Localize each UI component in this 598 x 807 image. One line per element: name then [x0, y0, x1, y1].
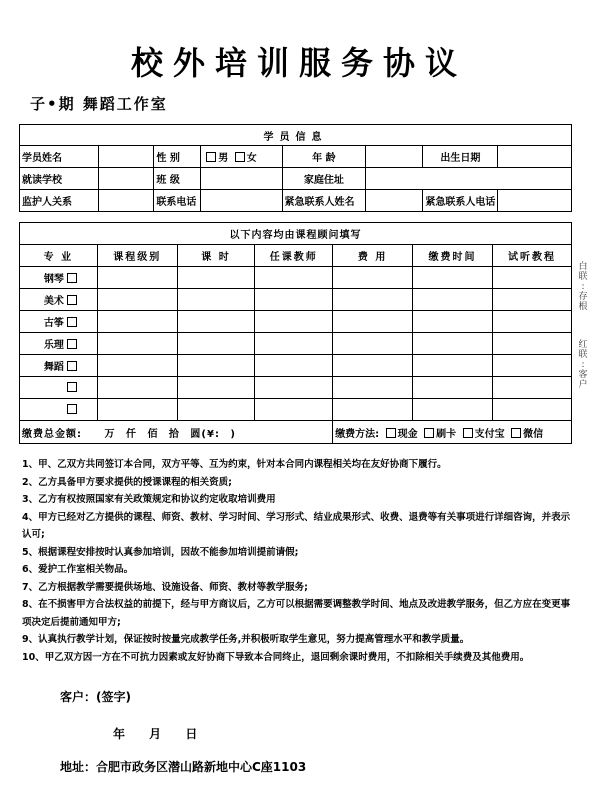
term-item: 8、在不损害甲方合法权益的前提下，经与甲方商议后，乙方可以根据需要调整教学时间、地点及改进教学服务，但乙方应在变更事项决定后提前通知甲方; [22, 599, 571, 628]
total-amount-label: 缴费总金额: [22, 428, 82, 440]
course-cell[interactable] [97, 289, 177, 311]
major-label: 古筝 [43, 318, 64, 329]
major-checkbox[interactable] [67, 295, 77, 305]
course-cell[interactable] [413, 333, 493, 355]
major-cell[interactable] [20, 399, 98, 421]
course-row [20, 267, 572, 289]
copy-note [576, 262, 590, 390]
wechat-label: 微信 [523, 428, 544, 440]
column-header: 试听教程 [493, 245, 572, 267]
major-label: 美术 [43, 296, 64, 307]
cash-label: 现金 [397, 428, 418, 440]
course-cell[interactable] [413, 355, 493, 377]
course-cell[interactable] [97, 311, 177, 333]
course-cell[interactable] [97, 333, 177, 355]
address-line: 地址：合肥市政务区潜山路新地中心C座1103 [60, 760, 307, 774]
course-cell[interactable] [493, 355, 572, 377]
alipay-label: 支付宝 [474, 428, 505, 440]
course-cell[interactable] [255, 377, 333, 399]
course-cell[interactable] [493, 377, 572, 399]
term-item: 4、甲方已经对乙方提供的课程、师资、教材、学习时间、学习形式、结业成果形式、收费、退费等有关事项进行详细咨询，并表示认可; [22, 511, 571, 540]
major-checkbox[interactable] [67, 382, 77, 392]
guardian-label: 监护人关系 [20, 190, 99, 212]
course-cell[interactable] [333, 311, 413, 333]
major-label: 钢琴 [43, 274, 64, 285]
female-checkbox[interactable] [235, 152, 245, 162]
major-cell[interactable] [20, 333, 98, 355]
course-cell[interactable] [255, 311, 333, 333]
course-cell[interactable] [255, 355, 333, 377]
major-label: 乐理 [43, 340, 64, 351]
birth-date-field[interactable] [498, 146, 572, 168]
major-checkbox[interactable] [67, 317, 77, 327]
age-field[interactable] [366, 146, 423, 168]
birth-date-label: 出生日期 [423, 146, 498, 168]
course-row [20, 355, 572, 377]
class-field[interactable] [201, 168, 282, 190]
term-item: 3、乙方有权按照国家有关政策规定和协议约定收取培训费用 [22, 494, 276, 505]
course-cell[interactable] [177, 355, 255, 377]
course-cell[interactable] [97, 399, 177, 421]
course-header: 以下内容均由课程顾问填写 [20, 223, 572, 245]
course-cell[interactable] [493, 333, 572, 355]
term-item: 9、认真执行教学计划，保证按时按量完成教学任务,并积极听取学生意见，努力提高管理水平和教学质量。 [22, 634, 470, 645]
address-label: 家庭住址 [282, 168, 366, 190]
course-cell[interactable] [177, 289, 255, 311]
term-item: 6、爱护工作室相关物品。 [22, 564, 134, 575]
course-cell[interactable] [255, 333, 333, 355]
female-label: 女 [246, 153, 257, 164]
term-item: 10、甲乙双方因一方在不可抗力因素或友好协商下导致本合同终止，退回剩余课时费用，不扣除相关手续费及其他费用。 [22, 651, 530, 663]
course-cell[interactable] [255, 399, 333, 421]
course-cell[interactable] [177, 267, 255, 289]
emergency-name-label: 紧急联系人姓名 [282, 190, 366, 212]
card-label: 刷卡 [436, 428, 457, 440]
male-checkbox[interactable] [206, 152, 216, 162]
phone-label: 联系电话 [154, 190, 201, 212]
class-label: 班 级 [154, 168, 201, 190]
course-row [20, 289, 572, 311]
column-header: 专 业 [20, 245, 98, 267]
course-cell[interactable] [333, 267, 413, 289]
gender-field[interactable] [201, 146, 282, 168]
course-table [19, 222, 572, 444]
course-cell[interactable] [255, 289, 333, 311]
student-name-field[interactable] [99, 146, 154, 168]
signature-date: 年 月 日 [113, 727, 198, 741]
student-name-label: 学员姓名 [20, 146, 99, 168]
document-title: 校外培训服务协议 [130, 44, 467, 82]
term-item: 5、根据课程安排按时认真参加培训，因故不能参加培训提前请假; [22, 546, 299, 558]
age-label: 年 龄 [282, 146, 366, 168]
red-copy-note: 红 联 : 客 户 [578, 340, 588, 390]
course-row [20, 333, 572, 355]
cash-checkbox[interactable] [386, 428, 396, 438]
student-info-table [19, 124, 572, 212]
course-cell[interactable] [413, 399, 493, 421]
course-cell[interactable] [97, 355, 177, 377]
column-header: 费 用 [333, 245, 413, 267]
major-cell[interactable] [20, 377, 98, 399]
course-row [20, 377, 572, 399]
course-cell[interactable] [177, 377, 255, 399]
guardian-field[interactable] [99, 190, 154, 212]
alipay-checkbox[interactable] [463, 428, 473, 438]
course-cell[interactable] [493, 289, 572, 311]
emergency-name-field[interactable] [366, 190, 423, 212]
major-label: 舞蹈 [43, 362, 64, 373]
column-header: 课 时 [177, 245, 255, 267]
student-info-header: 学员信息 [20, 125, 572, 146]
emergency-phone-field[interactable] [498, 190, 572, 212]
course-cell[interactable] [333, 289, 413, 311]
column-header: 课程级别 [97, 245, 177, 267]
course-cell[interactable] [333, 399, 413, 421]
column-header: 缴费时间 [413, 245, 493, 267]
course-cell[interactable] [177, 399, 255, 421]
major-cell[interactable] [20, 267, 98, 289]
major-checkbox[interactable] [67, 273, 77, 283]
column-header: 任课教师 [255, 245, 333, 267]
major-checkbox[interactable] [67, 361, 77, 371]
term-item: 7、乙方根据教学需要提供场地、设施设备、师资、教材等教学服务; [22, 581, 308, 593]
course-cell[interactable] [333, 333, 413, 355]
phone-field[interactable] [201, 190, 282, 212]
course-cell[interactable] [333, 377, 413, 399]
course-row [20, 311, 572, 333]
course-cell[interactable] [413, 289, 493, 311]
white-copy-note: 白 联 : 存 根 [578, 262, 588, 312]
course-cell[interactable] [97, 267, 177, 289]
payment-method-label: 缴费方法: [335, 428, 380, 440]
course-cell[interactable] [333, 355, 413, 377]
card-checkbox[interactable] [424, 428, 434, 438]
course-cell[interactable] [413, 377, 493, 399]
course-cell[interactable] [413, 311, 493, 333]
school-field[interactable] [99, 168, 154, 190]
terms-list [22, 456, 578, 666]
course-cell[interactable] [255, 267, 333, 289]
studio-name: 子•期 舞蹈工作室 [30, 95, 168, 113]
course-cell[interactable] [493, 267, 572, 289]
male-label: 男 [218, 153, 229, 164]
wechat-checkbox[interactable] [511, 428, 521, 438]
major-cell[interactable] [20, 311, 98, 333]
major-cell[interactable] [20, 355, 98, 377]
course-cell[interactable] [493, 399, 572, 421]
gender-label: 性 别 [154, 146, 201, 168]
course-row [20, 399, 572, 421]
term-item: 1、甲、乙双方共同签订本合同，双方平等、互为约束，针对本合同内课程相关均在友好协商下履行。 [22, 459, 447, 470]
client-signature-label: 客户：(签字) [60, 690, 131, 704]
payment-method-cell [333, 421, 572, 444]
address-field[interactable] [366, 168, 572, 190]
emergency-phone-label: 紧急联系人电话 [423, 190, 498, 212]
course-cell[interactable] [413, 267, 493, 289]
major-cell[interactable] [20, 289, 98, 311]
total-amount-cell[interactable] [20, 421, 333, 444]
major-checkbox[interactable] [67, 339, 77, 349]
term-item: 2、乙方具备甲方要求提供的授课课程的相关资质; [22, 476, 232, 488]
course-cell[interactable] [493, 311, 572, 333]
course-cell[interactable] [177, 333, 255, 355]
school-label: 就读学校 [20, 168, 99, 190]
major-checkbox[interactable] [67, 404, 77, 414]
course-cell[interactable] [97, 377, 177, 399]
course-cell[interactable] [177, 311, 255, 333]
total-amount-units: 万 仟 佰 拾 圆(¥: ) [104, 428, 236, 440]
